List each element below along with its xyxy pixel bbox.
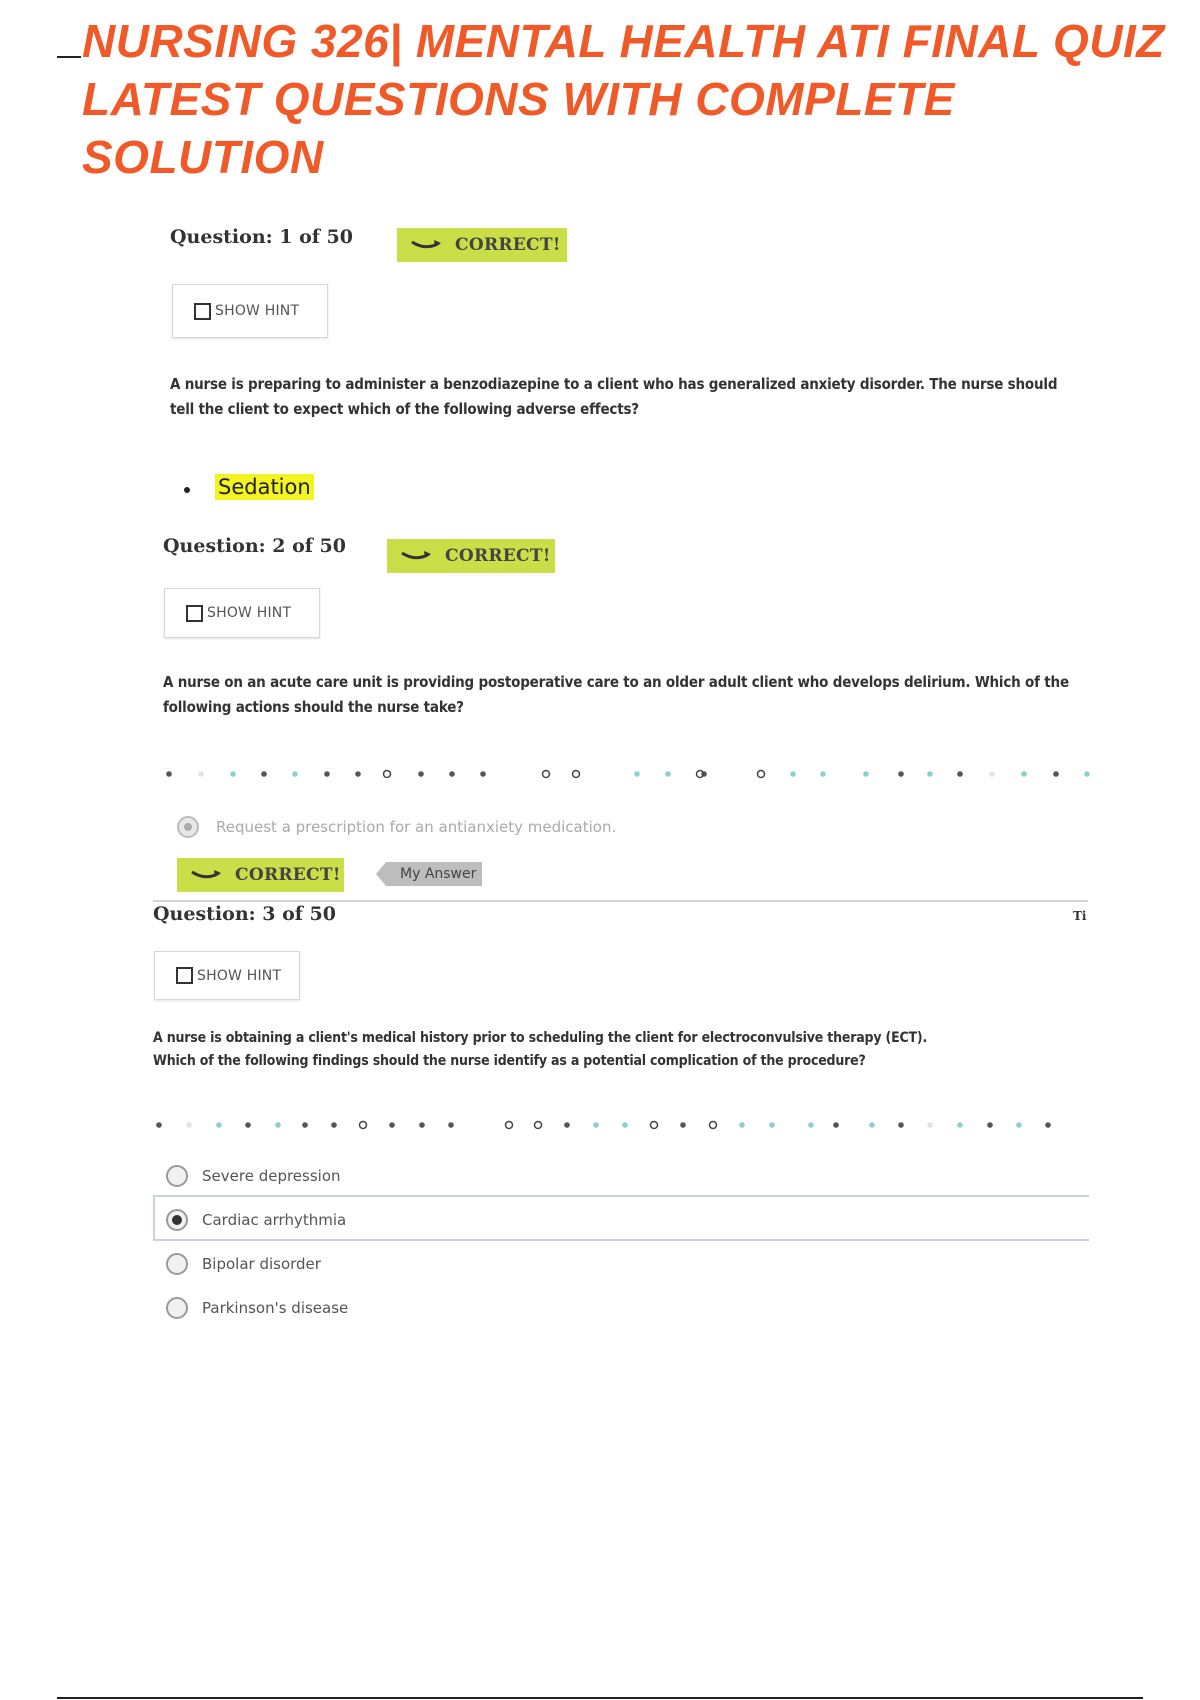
- correct-arrow-icon: [189, 868, 223, 882]
- title-line-3: SOLUTION: [82, 131, 324, 183]
- title-line-1: NURSING 326| MENTAL HEALTH ATI FINAL QUIZ: [82, 15, 1165, 67]
- question-1-answer: Sedation: [215, 474, 314, 500]
- title-leader-line: [57, 56, 81, 58]
- bullet-icon: [184, 487, 190, 493]
- show-hint-button[interactable]: [154, 951, 300, 1000]
- show-hint-button[interactable]: [172, 284, 328, 338]
- my-answer-tag: My Answer: [386, 862, 482, 886]
- question-3-text: A nurse is obtaining a client's medical history prior to scheduling the client for electroconvulsive therapy (ECT). Which of the following findings should the nurse identify as a potential complication of the procedure?: [153, 1030, 928, 1069]
- question-2-correct-badge: [387, 539, 555, 573]
- question-1-header: Question: 1 of 50: [170, 226, 353, 248]
- option-radio[interactable]: [166, 1297, 188, 1319]
- progress-dots: [152, 1118, 1087, 1132]
- show-hint-label: SHOW HINT: [207, 605, 292, 621]
- checkbox-icon[interactable]: [176, 967, 193, 984]
- correct-arrow-icon: [399, 549, 433, 563]
- question-3-header: Question: 3 of 50: [153, 903, 336, 925]
- question-2-text: A nurse on an acute care unit is providing postoperative care to an older adult client who develops delirium. Which of the following actions should the nurse take?: [163, 673, 1069, 716]
- question-3-option-3[interactable]: Bipolar disorder: [202, 1255, 321, 1273]
- question-1-text: A nurse is preparing to administer a benzodiazepine to a client who has generalized anxiety disorder. The nurse should tell the client to expect which of the following adverse effects?: [170, 375, 1058, 418]
- radio-button[interactable]: [177, 816, 199, 838]
- question-1-correct-badge: [397, 228, 567, 262]
- correct-label: CORRECT!: [235, 865, 341, 885]
- correct-label: CORRECT!: [445, 546, 551, 566]
- option-radio-selected[interactable]: [166, 1209, 188, 1231]
- divider: [153, 900, 1088, 902]
- question-2-option: Request a prescription for an antianxiety medication.: [216, 818, 617, 836]
- show-hint-label: SHOW HINT: [197, 967, 282, 984]
- question-2-header: Question: 2 of 50: [163, 535, 346, 557]
- progress-dots: [160, 767, 1090, 781]
- checkbox-icon[interactable]: [194, 303, 211, 320]
- show-hint-label: SHOW HINT: [215, 303, 300, 319]
- correct-label: CORRECT!: [455, 235, 561, 255]
- question-3-option-2[interactable]: Cardiac arrhythmia: [202, 1211, 347, 1229]
- question-3-option-1[interactable]: Severe depression: [202, 1167, 341, 1185]
- document-title: [82, 12, 1200, 186]
- correct-arrow-icon: [409, 238, 443, 252]
- checkbox-icon[interactable]: [186, 605, 203, 622]
- option-radio[interactable]: [166, 1253, 188, 1275]
- question-2-result-badge: [177, 858, 344, 892]
- question-3-side-label: Ti: [1073, 909, 1087, 923]
- show-hint-button[interactable]: [164, 588, 320, 638]
- title-line-2: LATEST QUESTIONS WITH COMPLETE: [82, 73, 955, 125]
- option-radio[interactable]: [166, 1165, 188, 1187]
- footer-rule: [57, 1697, 1143, 1699]
- question-3-option-4[interactable]: Parkinson's disease: [202, 1299, 349, 1317]
